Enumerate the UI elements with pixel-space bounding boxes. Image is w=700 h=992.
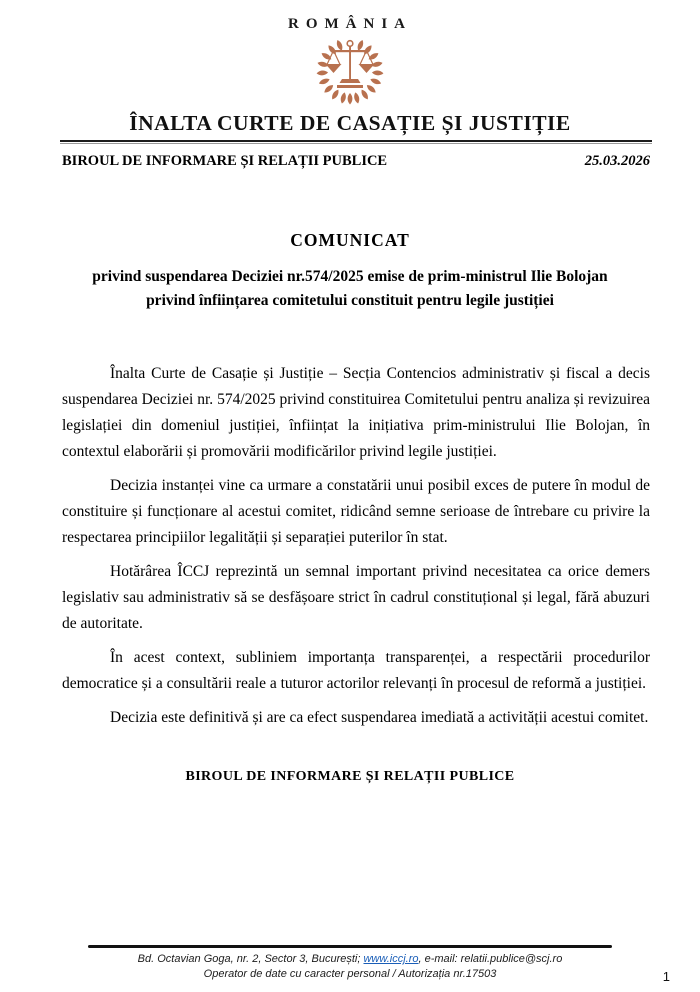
- communique-heading: COMUNICAT: [290, 230, 410, 250]
- office-row: [62, 153, 650, 170]
- institution-title: ÎNALTA CURTE DE CASAȚIE ȘI JUSTIȚIE: [129, 111, 571, 135]
- footer-authorization: Operator de date cu caracter personal / Autorizația nr.17503: [203, 968, 497, 980]
- communique-body: [62, 361, 650, 731]
- letterhead: [0, 0, 700, 170]
- paragraph: În acest context, subliniem importanța transparenței, a respectării procedurilor democratice și a consultării reale a tuturor actorilor relevanți în procesul de reformă a justiției.: [62, 649, 650, 692]
- issue-date: 25.03.2026: [584, 153, 650, 169]
- subtitle-line-2: privind înființarea comitetului constituit pentru legile justiției: [146, 292, 554, 309]
- office-name: BIROUL DE INFORMARE ȘI RELAȚII PUBLICE: [62, 153, 388, 169]
- page-footer: [0, 945, 700, 982]
- footer-address-suffix: , e-mail: relatii.publice@scj.ro: [418, 953, 563, 965]
- communique-subtitle: [0, 265, 700, 313]
- footer-divider: [88, 945, 612, 948]
- footer-address-prefix: Bd. Octavian Goga, nr. 2, Sector 3, București;: [137, 953, 364, 965]
- footer-address: [0, 952, 700, 967]
- header-divider: [60, 140, 652, 144]
- court-emblem: [0, 35, 700, 105]
- paragraph: Decizia instanței vine ca urmare a constatării unui posibil exces de putere în modul de constituire și funcționare al acestui comitet, ridicând semne serioase de întrebare cu privire la respectarea principiilor legalității și separației puterilor în stat.: [62, 477, 650, 546]
- paragraph: Înalta Curte de Casație și Justiție – Secția Contencios administrativ și fiscal a decis suspendarea Deciziei nr. 574/2025 privind constituirea Comitetului pentru analiza și revizuirea legislației din domeniul justiției, înființat la inițiativa prim-ministrului Ilie Bolojan, în contextul elaborării și promovării modificărilor privind legile justiției.: [62, 365, 650, 460]
- subtitle-line-1: privind suspendarea Deciziei nr.574/2025 emise de prim-ministrul Ilie Bolojan: [92, 268, 608, 285]
- country-title: ROMÂNIA: [288, 16, 412, 32]
- website-link[interactable]: www.iccj.ro: [363, 953, 419, 965]
- page-number: 1: [662, 969, 670, 984]
- scales-of-justice-icon: [296, 35, 404, 105]
- signature-office: BIROUL DE INFORMARE ȘI RELAȚII PUBLICE: [185, 769, 515, 784]
- paragraph: Decizia este definitivă și are ca efect suspendarea imediată a activității acestui comitet.: [110, 709, 649, 726]
- paragraph: Hotărârea ÎCCJ reprezintă un semnal important privind necesitatea ca orice demers legislativ sau administrativ să se desfășoare strict în cadrul constituțional și legal, fără abuzuri de autoritate.: [62, 563, 650, 632]
